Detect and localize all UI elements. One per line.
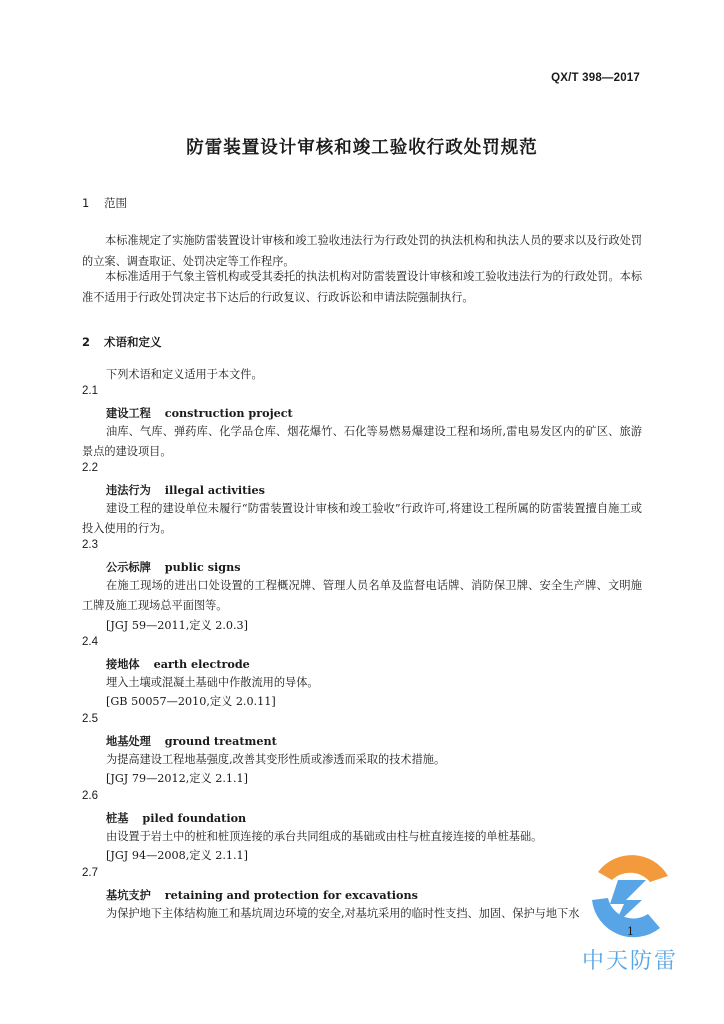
term-title <box>106 482 265 498</box>
section-number: 1 <box>82 196 90 210</box>
page-title: 防雷装置设计审核和竣工验收行政处罚规范 <box>186 138 538 158</box>
term-cn: 桩基 <box>106 812 129 825</box>
term-en: earth electrode <box>153 657 250 671</box>
term-number: 2.6 <box>82 790 98 802</box>
term-en: public signs <box>164 560 241 574</box>
term-definition: 为保护地下主体结构施工和基坑周边环境的安全,对基坑采用的临时性支挡、加固、保护与地下水 <box>106 907 580 920</box>
page-number: 1 <box>627 925 634 938</box>
term-title <box>106 733 277 749</box>
term-en: piled foundation <box>142 811 247 825</box>
term-cn: 地基处理 <box>106 735 151 748</box>
term-title <box>106 810 246 826</box>
scope-paragraph-2: 本标准适用于气象主管机构或受其委托的执法机构对防雷装置设计审核和竣工验收违法行为的行政处罚。本标准不适用于行政处罚决定书下达后的行政复议、行政诉讼和申请法院强制执行。 <box>82 270 643 304</box>
term-title <box>106 887 418 903</box>
term-en: ground treatment <box>164 734 277 748</box>
terms-intro: 下列术语和定义适用于本文件。 <box>106 368 263 381</box>
term-en: retaining and protection for excavations <box>164 888 418 902</box>
term-definition: 为提高建设工程地基强度,改善其变形性质或渗透而采取的技术措施。 <box>106 753 446 766</box>
term-number: 2.7 <box>82 867 98 879</box>
term-number: 2.4 <box>82 636 98 648</box>
term-cn: 基坑支护 <box>106 889 151 902</box>
section-heading-terms <box>82 334 162 350</box>
term-source: [JGJ 79—2012,定义 2.1.1] <box>106 772 249 785</box>
standard-number: QX/T 398—2017 <box>551 72 640 84</box>
term-number: 2.2 <box>82 462 98 474</box>
term-en: illegal activities <box>164 483 265 497</box>
term-cn: 违法行为 <box>106 484 151 497</box>
logo-orange-arc <box>598 855 668 882</box>
term-cn: 建设工程 <box>106 407 151 420</box>
term-number: 2.3 <box>82 539 98 551</box>
term-source: [GB 50057—2010,定义 2.0.11] <box>106 695 276 708</box>
term-source: [JGJ 94—2008,定义 2.1.1] <box>106 849 249 862</box>
term-definition: 由设置于岩土中的桩和桩顶连接的承台共同组成的基础或由柱与桩直接连接的单桩基础。 <box>106 830 543 843</box>
term-title <box>106 405 293 421</box>
section-title: 范围 <box>104 196 127 210</box>
term-en: construction project <box>164 406 293 420</box>
term-cn: 公示标牌 <box>106 561 151 574</box>
section-heading-scope <box>82 195 127 211</box>
term-title <box>106 656 250 672</box>
term-title <box>106 559 241 575</box>
term-definition: 油库、气库、弹药库、化学品仓库、烟花爆竹、石化等易燃易爆建设工程和场所,雷电易发区内的矿区、旅游景点的建设项目。 <box>82 425 642 458</box>
term-source: [JGJ 59—2011,定义 2.0.3] <box>106 619 249 632</box>
section-title: 术语和定义 <box>104 335 162 349</box>
term-definition: 在施工现场的进出口处设置的工程概况牌、管理人员名单及监督电话牌、消防保卫牌、安全生产牌、文明施工牌及施工现场总平面图等。 <box>82 579 642 612</box>
scope-paragraph-1: 本标准规定了实施防雷装置设计审核和竣工验收违法行为行政处罚的执法机构和执法人员的要求以及行政处罚的立案、调查取证、处罚决定等工作程序。 <box>82 234 643 268</box>
term-definition: 建设工程的建设单位未履行“防雷装置设计审核和竣工验收”行政许可,将建设工程所属的防雷装置擅自施工或投入使用的行为。 <box>82 502 642 535</box>
term-definition: 埋入土壤或混凝土基础中作散流用的导体。 <box>106 676 319 689</box>
section-number: 2 <box>82 335 91 349</box>
term-cn: 接地体 <box>106 658 140 671</box>
watermark-text: 中天防雷 <box>582 949 679 974</box>
term-number: 2.5 <box>82 713 98 725</box>
term-number: 2.1 <box>82 385 98 397</box>
